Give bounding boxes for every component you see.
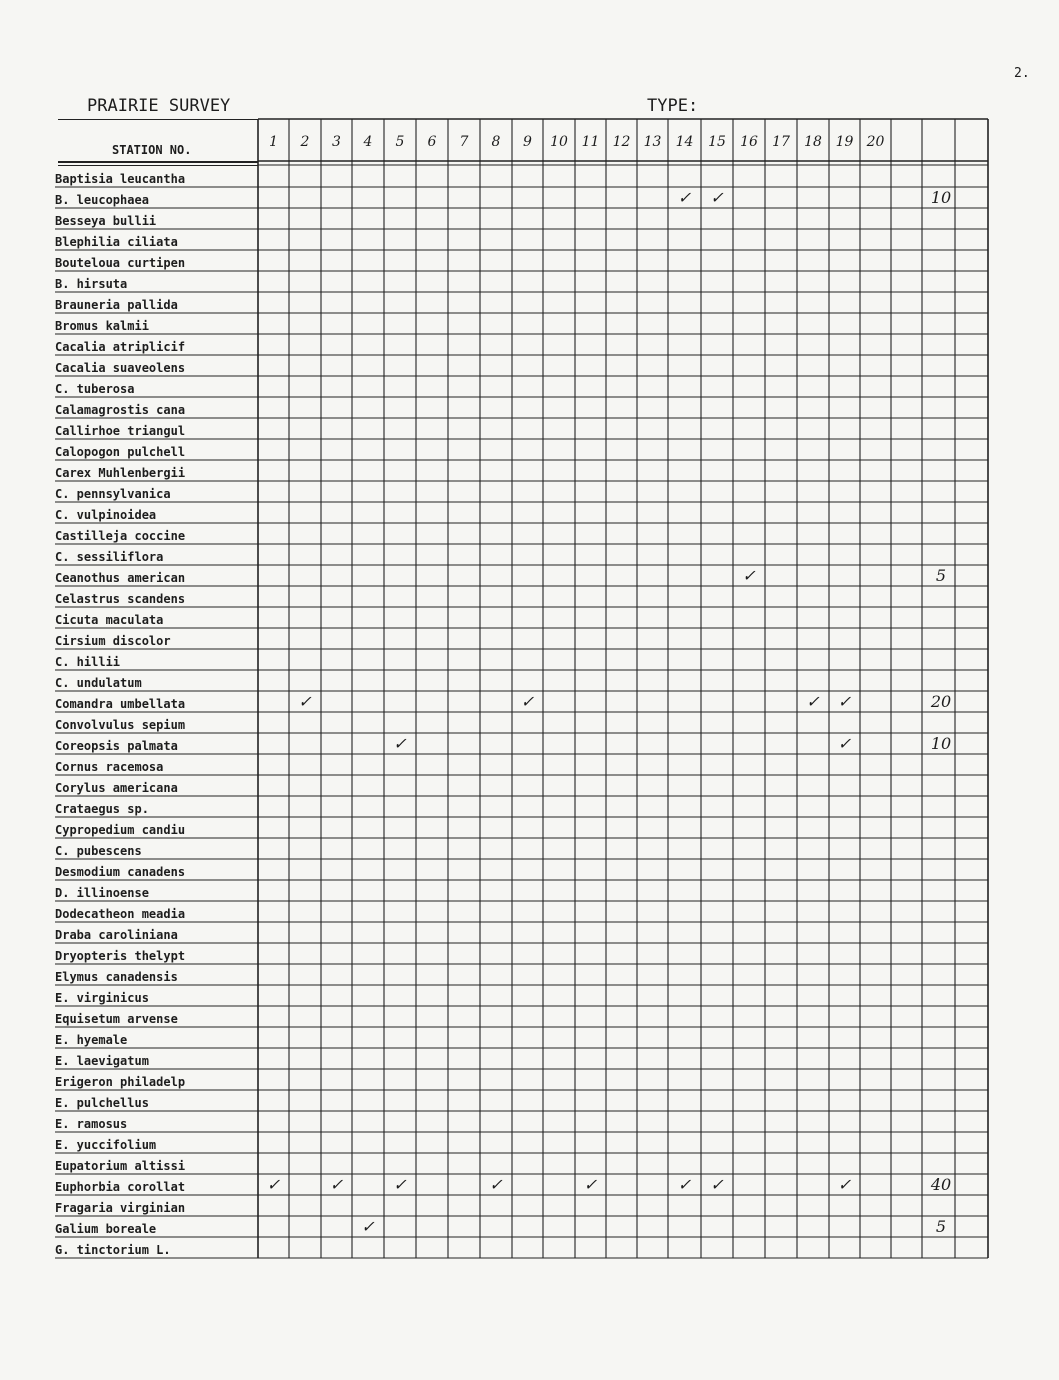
species-name: Bouteloua curtipen <box>55 256 186 270</box>
check-mark: ✓ <box>677 1175 692 1194</box>
page-title: PRAIRIE SURVEY <box>87 96 231 116</box>
species-name: Galium boreale <box>55 1222 157 1236</box>
station-number: 6 <box>427 134 437 150</box>
check-mark: ✓ <box>710 188 724 207</box>
check-mark: ✓ <box>361 1217 375 1236</box>
species-name: Elymus canadensis <box>55 970 178 984</box>
species-name: C. vulpinoidea <box>55 508 157 522</box>
species-name: Crataegus sp. <box>55 802 149 816</box>
species-name: Corylus americana <box>55 781 178 795</box>
species-name: Blephilia ciliata <box>55 235 178 249</box>
species-name: E. virginicus <box>55 991 149 1005</box>
species-name: Baptisia leucantha <box>55 172 186 186</box>
row-total: 10 <box>930 188 952 207</box>
check-mark: ✓ <box>489 1175 503 1194</box>
station-number: 11 <box>581 134 600 150</box>
species-name: Carex Muhlenbergii <box>55 466 186 480</box>
station-number: 14 <box>675 134 694 150</box>
species-name: Calopogon pulchell <box>55 445 186 459</box>
species-name: E. pulchellus <box>55 1096 149 1110</box>
check-mark: ✓ <box>266 1175 281 1194</box>
station-number: 10 <box>550 134 568 150</box>
species-name: B. leucophaea <box>55 193 149 207</box>
species-name: C. sessiliflora <box>55 550 164 564</box>
species-name: E. ramosus <box>55 1117 128 1131</box>
row-total: 20 <box>930 692 952 711</box>
check-mark: ✓ <box>837 1175 852 1194</box>
species-name: Castilleja coccine <box>55 529 186 543</box>
station-number: 9 <box>523 134 532 150</box>
species-name: B. hirsuta <box>55 277 128 291</box>
species-name: Dryopteris thelypt <box>55 949 186 963</box>
species-name: Cornus racemosa <box>55 760 164 774</box>
station-number: 4 <box>363 134 373 150</box>
species-name: Cacalia atriplicif <box>55 340 186 354</box>
check-mark: ✓ <box>677 188 692 207</box>
station-number: 2 <box>300 134 310 150</box>
row-total: 5 <box>935 566 947 585</box>
species-name: Fragaria virginian <box>55 1201 186 1215</box>
species-name: C. hillii <box>55 655 121 669</box>
species-name: Convolvulus sepium <box>55 718 186 732</box>
species-name: Ceanothus american <box>55 571 186 585</box>
check-mark: ✓ <box>837 692 852 711</box>
species-name: Draba caroliniana <box>55 928 178 942</box>
species-name: Celastrus scandens <box>55 592 186 606</box>
station-number: 16 <box>740 134 758 150</box>
page-number: 2. <box>1014 66 1030 81</box>
check-mark: ✓ <box>393 734 407 753</box>
species-name: E. laevigatum <box>55 1054 149 1068</box>
species-name: Eupatorium altissi <box>55 1159 186 1173</box>
species-name: Calamagrostis cana <box>55 403 186 417</box>
station-label: STATION NO. <box>112 143 192 157</box>
species-name: Equisetum arvense <box>55 1012 178 1026</box>
species-name: Bromus kalmii <box>55 319 149 333</box>
station-number: 7 <box>459 134 469 150</box>
station-number: 5 <box>395 134 405 150</box>
species-name: Callirhoe triangul <box>55 424 186 438</box>
species-name: C. pubescens <box>55 844 142 858</box>
check-mark: ✓ <box>329 1175 344 1194</box>
station-number: 17 <box>772 134 790 150</box>
check-mark: ✓ <box>298 692 312 711</box>
species-name: G. tinctorium L. <box>55 1243 171 1257</box>
check-mark: ✓ <box>806 692 820 711</box>
species-name: Brauneria pallida <box>55 298 178 312</box>
station-number: 3 <box>332 134 341 150</box>
species-name: C. pennsylvanica <box>55 487 171 501</box>
type-label: TYPE: <box>647 96 699 116</box>
station-number: 8 <box>491 134 501 150</box>
station-number: 13 <box>643 134 662 150</box>
check-mark: ✓ <box>837 734 852 753</box>
station-number: 1 <box>269 134 278 150</box>
species-name: Cicuta maculata <box>55 613 164 627</box>
species-name: Coreopsis palmata <box>55 739 178 753</box>
species-name: Desmodium canadens <box>55 865 186 879</box>
species-name: Besseya bullii <box>55 214 157 228</box>
check-mark: ✓ <box>393 1175 407 1194</box>
species-name: Cirsium discolor <box>55 634 171 648</box>
species-name: Dodecatheon meadia <box>55 907 186 921</box>
species-name: C. tuberosa <box>55 382 135 396</box>
row-total: 40 <box>930 1175 952 1194</box>
check-mark: ✓ <box>710 1175 724 1194</box>
species-name: Comandra umbellata <box>55 697 186 711</box>
check-mark: ✓ <box>742 566 756 585</box>
species-name: Euphorbia corollat <box>55 1180 186 1194</box>
species-name: Cacalia suaveolens <box>55 361 186 375</box>
station-number: 12 <box>612 134 631 150</box>
species-name: C. undulatum <box>55 676 142 690</box>
species-name: Cypropedium candiu <box>55 823 186 837</box>
station-number: 18 <box>804 134 822 150</box>
species-name: E. yuccifolium <box>55 1138 157 1152</box>
species-name: D. illinoense <box>55 886 149 900</box>
check-mark: ✓ <box>583 1175 598 1194</box>
station-number: 15 <box>708 134 726 150</box>
station-number: 20 <box>866 134 885 150</box>
species-name: E. hyemale <box>55 1033 128 1047</box>
row-total: 10 <box>930 734 952 753</box>
species-name: Erigeron philadelp <box>55 1075 186 1089</box>
station-number: 19 <box>835 134 854 150</box>
check-mark: ✓ <box>520 692 535 711</box>
row-total: 5 <box>935 1217 947 1236</box>
